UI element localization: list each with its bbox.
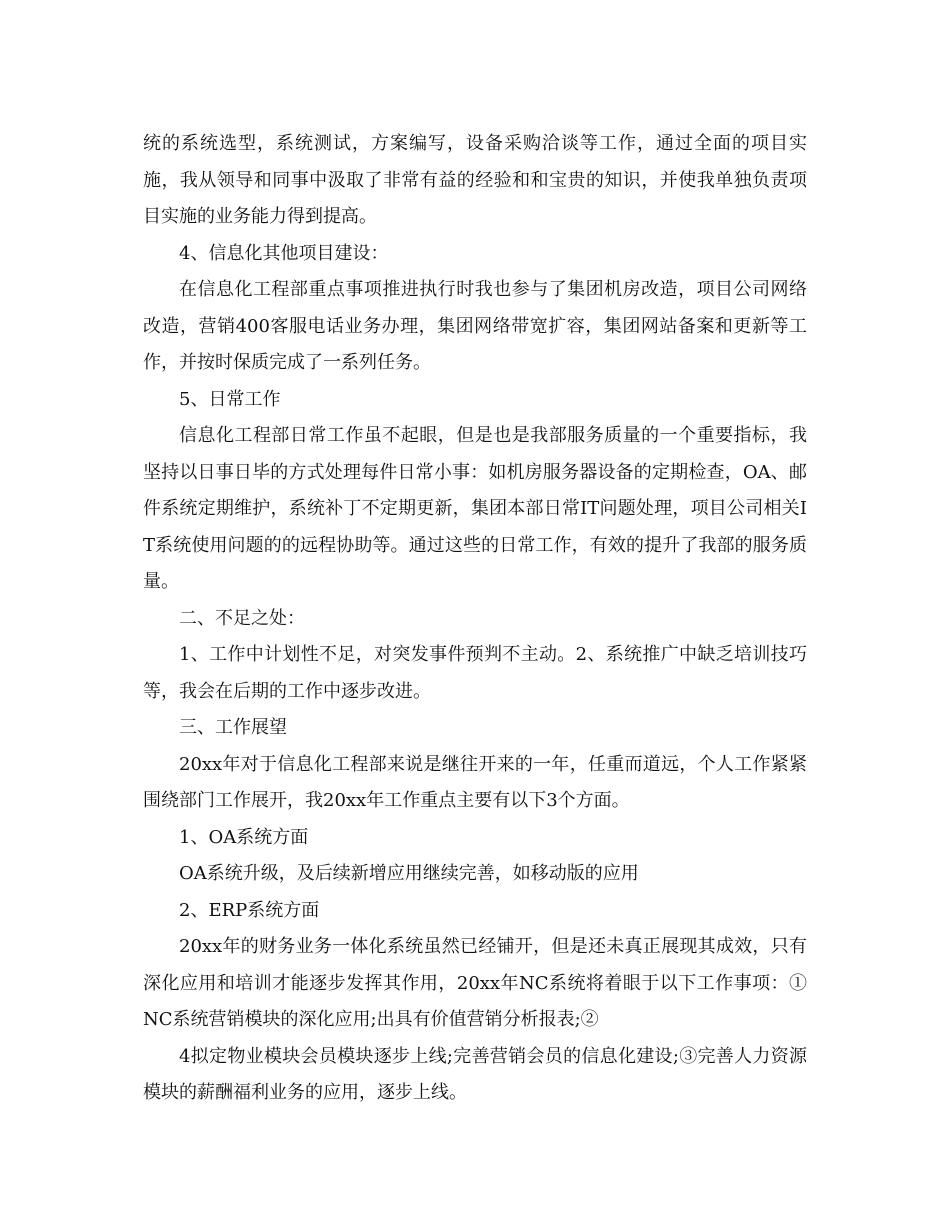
heading-erp-system: 2、ERP系统方面	[179, 899, 320, 921]
paragraph-outlook: 20xx年对于信息化工程部来说是继往开来的一年，任重而道远，个人工作紧紧围绕部门工作展开，我20xx年工作重点主要有以下3个方面。	[143, 753, 807, 811]
paragraph-project-implementation: 统的系统选型，系统测试，方案编写，设备采购洽谈等工作，通过全面的项目实施，我从领导和同事中汲取了非常有益的经验和和宝贵的知识，并使我单独负责项目实施的业务能力得到提高。	[143, 133, 807, 227]
heading-shortcomings: 二、不足之处：	[179, 607, 305, 629]
heading-outlook: 三、工作展望	[179, 717, 287, 738]
paragraph-oa-system: OA系统升级，及后续新增应用继续完善，如移动版的应用	[179, 863, 639, 884]
document-body	[143, 126, 807, 1112]
paragraph-shortcomings: 1、工作中计划性不足，对突发事件预判不主动。2、系统推广中缺乏培训技巧等，我会在后期的工作中逐步改进。	[143, 644, 807, 702]
heading-other-projects: 4、信息化其他项目建设：	[179, 242, 389, 264]
paragraph-erp-system: 20xx年的财务业务一体化系统虽然已经铺开，但是还未真正展现其成效，只有深化应用和培训才能逐步发挥其作用，20xx年NC系统将着眼于以下工作事项：①NC系统营销模块的深化应用;出具有价值营销分析报表;②	[143, 936, 807, 1030]
paragraph-other-projects: 在信息化工程部重点事项推进执行时我也参与了集团机房改造，项目公司网络改造，营销400客服电话业务办理，集团网络带宽扩容，集团网站备案和更新等工作，并按时保质完成了一系列任务。	[143, 279, 807, 373]
paragraph-erp-modules: 4拟定物业模块会员模块逐步上线;完善营销会员的信息化建设;③完善人力资源模块的薪酬福利业务的应用，逐步上线。	[143, 1045, 807, 1103]
heading-daily-work: 5、日常工作	[179, 388, 281, 410]
heading-oa-system: 1、OA系统方面	[179, 826, 309, 848]
paragraph-daily-work: 信息化工程部日常工作虽不起眼，但是也是我部服务质量的一个重要指标，我坚持以日事日毕的方式处理每件日常小事：如机房服务器设备的定期检查，OA、邮件系统定期维护，系统补丁不定期更新，集团本部日常IT问题处理，项目公司相关IT系统使用问题的的远程协助等。通过这些的日常工作，有效的提升了我部的服务质量。	[143, 425, 807, 592]
